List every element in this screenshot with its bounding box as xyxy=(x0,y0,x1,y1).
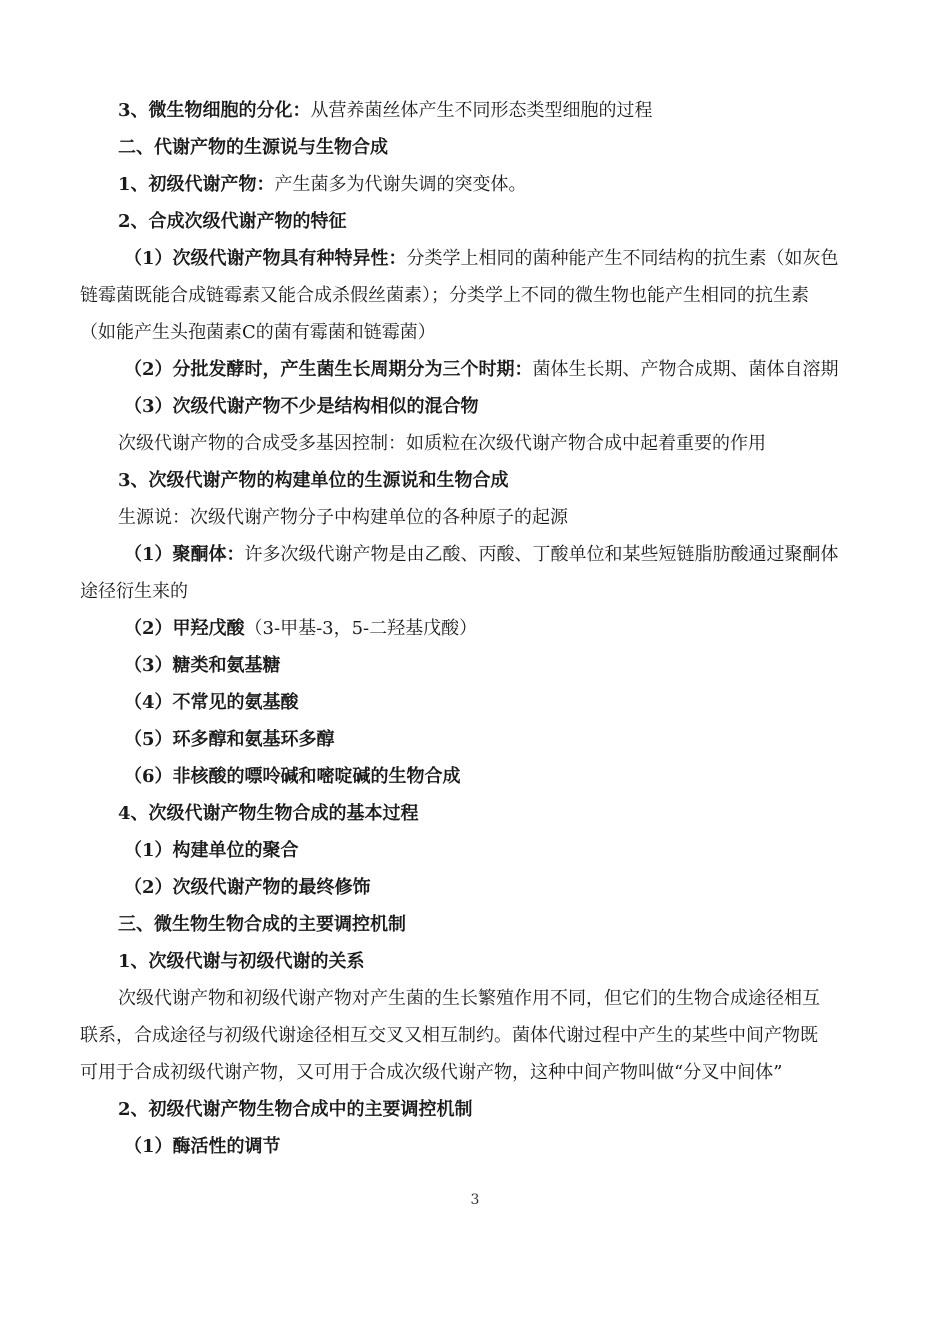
heading-cell-differentiation: 3、微生物细胞的分化： xyxy=(118,100,311,121)
heading-mevalonic-acid: （2）甲羟戊酸 xyxy=(124,618,245,639)
paragraph-species-specificity xyxy=(124,246,950,272)
subsection-title-3-2: 2、初级代谢产物生物合成中的主要调控机制 xyxy=(118,1099,473,1120)
subsection-title-2-2: 2、合成次级代谢产物的特征 xyxy=(118,211,347,232)
text-species-specificity-b: 链霉菌既能合成链霉素又能合成杀假丝菌素）；分类学上不同的微生物也能产生相同的抗生素 xyxy=(80,285,809,306)
text-cell-differentiation: 从营养菌丝体产生不同形态类型细胞的过程 xyxy=(310,100,653,121)
text-biogenesis-definition: 生源说：次级代谢产物分子中构建单位的各种原子的起源 xyxy=(118,507,568,528)
subsection-title-3-1: 1、次级代谢与初级代谢的关系 xyxy=(118,951,365,972)
heading-final-modification: （2）次级代谢产物的最终修饰 xyxy=(124,877,371,898)
heading-cyclitols: （5）环多醇和氨基环多醇 xyxy=(124,729,335,750)
text-species-specificity-c: （如能产生头孢菌素C的菌有霉菌和链霉菌） xyxy=(80,322,436,343)
section-title-2: 二、代谢产物的生源说与生物合成 xyxy=(118,137,388,158)
heading-enzyme-activity: （1）酶活性的调节 xyxy=(124,1136,281,1157)
text-relationship-b: 联系，合成途径与初级代谢途径相互交叉又相互制约。菌体代谢过程中产生的某些中间产物既 xyxy=(80,1025,818,1046)
heading-polyketide: （1）聚酮体： xyxy=(124,544,245,565)
text-polyketide-b: 途径衍生来的 xyxy=(80,581,188,602)
paragraph-mevalonic-acid xyxy=(124,616,950,642)
text-mevalonic-acid: （3-甲基-3，5-二羟基戊酸） xyxy=(244,618,478,639)
heading-sugars: （3）糖类和氨基糖 xyxy=(124,655,281,676)
text-relationship-c: 可用于合成初级代谢产物，又可用于合成次级代谢产物，这种中间产物叫做“分叉中间体” xyxy=(80,1062,783,1083)
section-title-3: 三、微生物生物合成的主要调控机制 xyxy=(118,914,406,935)
heading-unusual-amino-acids: （4）不常见的氨基酸 xyxy=(124,692,299,713)
paragraph-polyketide xyxy=(124,542,950,568)
subsection-title-2-3: 3、次级代谢产物的构建单位的生源说和生物合成 xyxy=(118,470,509,491)
text-primary-metabolites: 产生菌多为代谢失调的突变体。 xyxy=(274,174,527,195)
subsection-title-2-4: 4、次级代谢产物生物合成的基本过程 xyxy=(118,803,419,824)
text-polyketide-a: 许多次级代谢产物是由乙酸、丙酸、丁酸单位和某些短链脂肪酸通过聚酮体 xyxy=(244,544,839,565)
text-growth-phases: 菌体生长期、产物合成期、菌体自溶期 xyxy=(532,359,839,380)
paragraph-primary-metabolites xyxy=(118,172,950,198)
text-relationship-a: 次级代谢产物和初级代谢产物对产生菌的生长繁殖作用不同，但它们的生物合成途径相互 xyxy=(118,988,820,1009)
heading-unit-polymerization: （1）构建单位的聚合 xyxy=(124,840,299,861)
heading-primary-metabolites: 1、初级代谢产物： xyxy=(118,174,275,195)
heading-growth-phases: （2）分批发酵时，产生菌生长周期分为三个时期： xyxy=(124,359,533,380)
paragraph-growth-phases xyxy=(124,357,950,383)
heading-purine-pyrimidine: （6）非核酸的嘌呤碱和嘧啶碱的生物合成 xyxy=(124,766,461,787)
heading-species-specificity: （1）次级代谢产物具有种特异性： xyxy=(124,248,407,269)
text-species-specificity-a: 分类学上相同的菌种能产生不同结构的抗生素（如灰色 xyxy=(406,248,839,269)
page-number: 3 xyxy=(470,1192,480,1208)
paragraph-cell-differentiation xyxy=(118,98,950,124)
text-multigene-control: 次级代谢产物的合成受多基因控制：如质粒在次级代谢产物合成中起着重要的作用 xyxy=(118,433,766,454)
heading-mixtures: （3）次级代谢产物不少是结构相似的混合物 xyxy=(124,396,479,417)
